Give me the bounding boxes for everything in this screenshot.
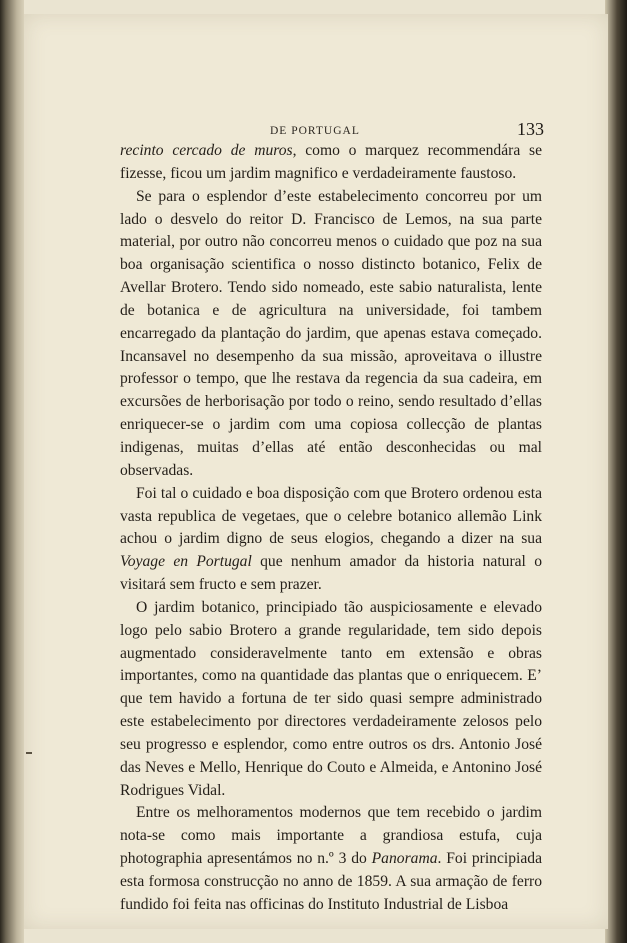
binding-gutter xyxy=(0,0,24,943)
running-title: DE PORTUGAL xyxy=(270,125,360,137)
italic-title: Voyage en Portugal xyxy=(120,553,252,571)
page-number: 133 xyxy=(517,119,544,139)
margin-mark xyxy=(26,752,32,754)
paragraph-1: recinto cercado de muros, como o marquez recommendára se fizesse, ficou um jardim magnifico e verdadeiramente faustoso. xyxy=(120,142,542,182)
paragraph-2: Se para o esplendor d’este estabelecimento concorreu por um lado o desvelo do reitor D. Francisco de Lemos, na sua parte material, por outro não concorreu menos o cuidado que poz na sua boa organisação scientifica o nosso distincto botanico, Felix de Avellar Brotero. Tendo sido nomeado, este sabio naturalista, lente de botanica e de agricultura na universidade, foi tambem encarregado da plantação do jardim, que apenas estava começado. Incansavel no desempenho da sua missão, aproveitava o illustre professor o tempo, que lhe restava da regencia da sua cadeira, em excursões de herborisação por todo o reino, sendo resultado d’ellas enriquecer-se o jardim com uma copiosa collecção de plantas indigenas, muitas d’ellas até então desconhecidas ou mal observadas. xyxy=(120,187,542,479)
body-text xyxy=(120,140,542,917)
italic-title: Panorama xyxy=(371,850,438,868)
paragraph-4: O jardim botanico, principiado tão auspiciosamente e elevado logo pelo sabio Brotero a grande regularidade, tem sido depois augmentado consideravelmente tanto em extensão e obras importantes, como na quantidade das plantas que o enriquecem. E’ que tem havido a fortuna de ter sido quasi sempre administrado este estabelecimento por directores verdadeiramente zelosos pelo seu progresso e esplendor, como entre outros os drs. Antonio José das Neves e Mello, Henrique do Couto e Almeida, e Antonino José Rodrigues Vidal. xyxy=(120,598,542,799)
paragraph-5: Entre os melhoramentos modernos que tem recebido o jardim nota-se como mais importante a grandiosa estufa, cuja photographia apresentámos no n.º 3 do Panorama. Foi principiada esta formosa construcção no anno de 1859. A sua armação de ferro fundido foi feita nas officinas do Instituto Industrial de Lisboa xyxy=(120,804,543,913)
italic-phrase: recinto cercado de muros xyxy=(120,142,293,159)
page-edge-shadow xyxy=(605,0,627,943)
paragraph-3: Foi tal o cuidado e boa disposição com que Brotero ordenou esta vasta republica de vegetaes, que o celebre botanico allemão Link achou o jardim digno de seus elogios, chegando a dizer na sua Voyage en Portugal que nenhum amador da historia natural o visitará sem fructo e sem prazer. xyxy=(120,484,542,594)
